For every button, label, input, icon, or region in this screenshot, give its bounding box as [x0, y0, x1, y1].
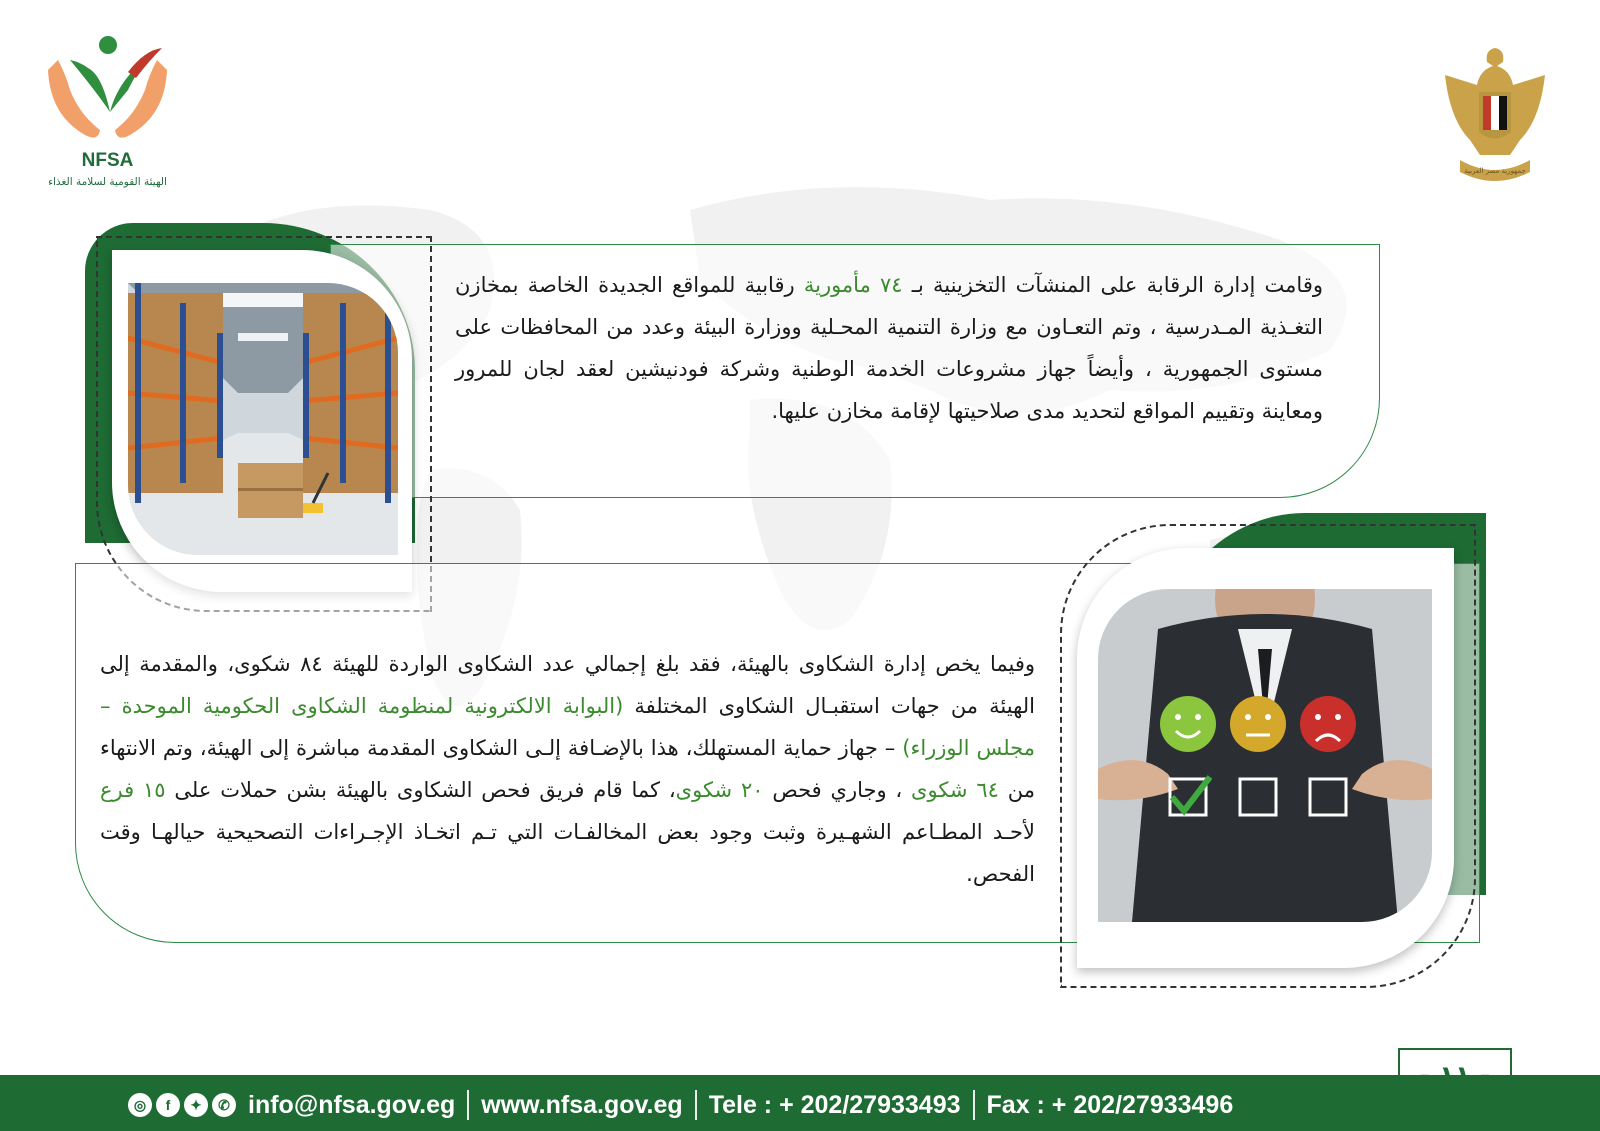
facebook-icon[interactable]: f: [156, 1093, 180, 1117]
card2-highlight-branches: ١٥ فرع: [100, 778, 166, 802]
eagle-caption: جمهورية مصر العربية: [1464, 167, 1526, 175]
card1-text-before: وقامت إدارة الرقابة على المنشآت التخزينية بـ: [902, 273, 1323, 297]
card1-text-after: رقابية للمواقع الجديدة الخاصة بمخازن التغـذية المـدرسية ، وتم التعـاون مع وزارة التنمية المحـلية ووزارة البيئة وعدد من المحافظات على مستوى الجمهورية ، وأيضاً جهاز مشروعات الخدمة الوطنية وشركة فودنيشين لعقد لجان للمرور ومعاينة وتقييم المواقع لتحديد مدى صلاحيتها لإقامة مخازن عليها.: [455, 273, 1323, 423]
footer-divider: [695, 1090, 697, 1120]
logo-abbreviation: NFSA: [81, 150, 134, 171]
card2-text-5: لأحـد المطـاعم الشهـيرة وثبت وجود بعض المخالفـات التي تـم اتخـاذ الإجـراءات التصحيحية حيالهـا وقت الفحص.: [100, 820, 1035, 886]
warehouse-photo: [128, 283, 398, 555]
whatsapp-icon[interactable]: ✆: [212, 1093, 236, 1117]
egypt-eagle-emblem: [1435, 40, 1555, 195]
card2-highlight-resolved: ٦٤ شكوى: [911, 778, 999, 802]
nfsa-logo: [40, 30, 175, 200]
card2-highlight-portal: (البوابة الالكترونية لمنظومة الشكاوى الحكومية الموحدة – مجلس الوزراء): [100, 694, 1035, 760]
card2-text-2: – جهاز حماية المستهلك، هذا بالإضـافة إلـى الشكاوى المقدمة مباشرة إلى الهيئة، وتم الانتهاء من: [100, 736, 1035, 802]
footer-fax: Fax : + 202/27933496: [986, 1090, 1234, 1119]
twitter-icon[interactable]: ✦: [184, 1093, 208, 1117]
instagram-icon[interactable]: ◎: [128, 1093, 152, 1117]
footer-divider: [973, 1090, 975, 1120]
card1-paragraph: [455, 264, 1323, 474]
footer-email[interactable]: info@nfsa.gov.eg: [248, 1090, 456, 1119]
satisfaction-faces: [1160, 696, 1356, 752]
logo-org-name: الهيئة القومية لسلامة الغذاء: [48, 176, 167, 188]
feedback-photo: [1098, 589, 1432, 922]
footer-tele: Tele : + 202/27933493: [708, 1090, 961, 1119]
footer-divider: [467, 1090, 469, 1120]
card1-highlight-missions: ٧٤ مأمورية: [803, 273, 903, 297]
footer-contacts: [128, 1085, 1233, 1125]
eagle-icon: [1435, 40, 1555, 195]
card2-text-3: ، وجاري فحص: [763, 778, 912, 802]
nfsa-hands-icon: [40, 30, 175, 160]
card2-paragraph: [100, 643, 1035, 893]
card2-highlight-pending: ٢٠ شكوى: [675, 778, 764, 802]
card2-text-1: وفيما يخص إدارة الشكاوى بالهيئة، فقد بلغ إجمالي عدد الشكاوى الواردة للهيئة ٨٤ شكوى، والمقدمة إلى الهيئة من جهات استقبـال الشكاوى المختلفة: [100, 652, 1036, 718]
card2-text-4: ، كما قام فريق فحص الشكاوى بالهيئة بشن حملات على: [165, 778, 676, 802]
footer-website[interactable]: www.nfsa.gov.eg: [481, 1090, 683, 1119]
